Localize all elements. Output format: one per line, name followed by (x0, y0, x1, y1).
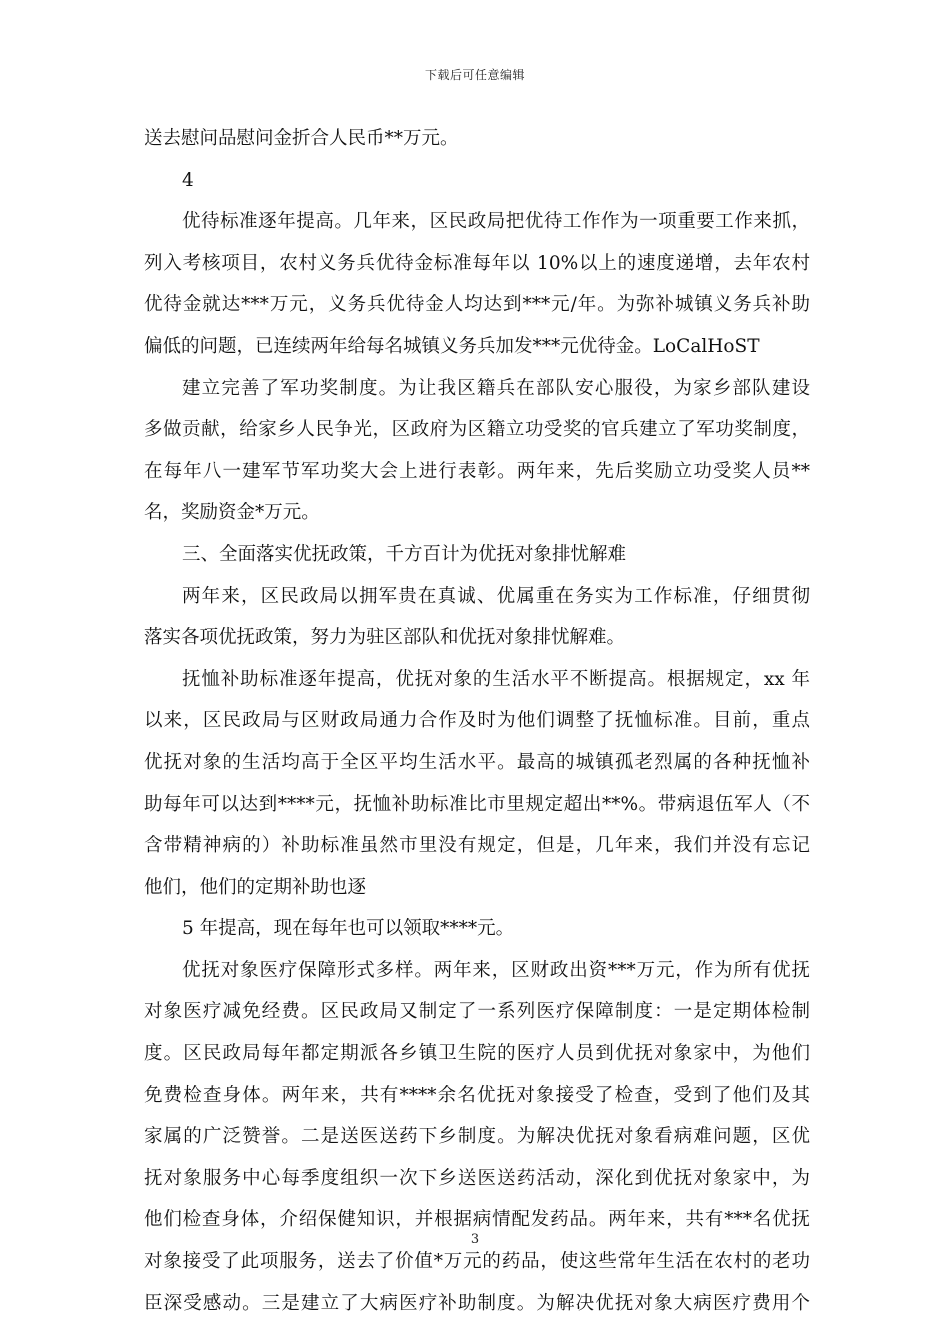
text-line: 抚对象服务中心每季度组织一次下乡送医送药活动，深化到优抚对象家中，为 (144, 1167, 810, 1189)
text-line: 他们检查身体，介绍保健知识，并根据病情配发药品。两年来，共有***名优抚 (144, 1209, 810, 1231)
text-line: 对象接受了此项服务，送去了价值*万元的药品，使这些常年生活在农村的老功 (144, 1251, 810, 1273)
document-body (144, 118, 810, 1324)
page-number: 3 (470, 1232, 480, 1247)
text-line: 免费检查身体。两年来，共有****余名优抚对象接受了检查，受到了他们及其 (144, 1084, 810, 1106)
text-line: 家属的广泛赞誉。二是送医送药下乡制度。为解决优抚对象看病难问题，区优 (144, 1126, 810, 1148)
text-line: 两年来，区民政局以拥军贵在真诚、优属重在务实为工作标准，仔细贯彻 (182, 585, 810, 607)
page-header: 下载后可任意编辑 (424, 68, 525, 82)
text-line: 偏低的问题，已连续两年给每名城镇义务兵加发***元优待金。LoCalHoST (144, 335, 760, 357)
text-line: 对象医疗减免经费。区民政局又制定了一系列医疗保障制度：一是定期体检制 (144, 1001, 810, 1023)
text-line: 优抚对象的生活均高于全区平均生活水平。最高的城镇孤老烈属的各种抚恤补 (144, 751, 810, 773)
text-line: 送去慰问品慰问金折合人民币**万元。 (144, 128, 459, 149)
text-line: 度。区民政局每年都定期派各乡镇卫生院的医疗人员到优抚对象家中，为他们 (144, 1043, 810, 1065)
text-line: 以来，区民政局与区财政局通力合作及时为他们调整了抚恤标准。目前，重点 (144, 710, 810, 732)
section-heading: 三、全面落实优抚政策，千方百计为优抚对象排忧解难 (182, 543, 627, 565)
text-line: 优待标准逐年提高。几年来，区民政局把优待工作作为一项重要工作来抓， (182, 211, 810, 233)
text-line: 优抚对象医疗保障形式多样。两年来，区财政出资***万元，作为所有优抚 (182, 959, 810, 981)
text-line: 名，奖励资金*万元。 (144, 502, 320, 524)
text-line: 他们，他们的定期补助也逐 (144, 876, 367, 898)
text-line: 优待金就达***万元，义务兵优待金人均达到***元/年。为弥补城镇义务兵补助 (144, 294, 810, 316)
text-line: 4 (182, 169, 194, 191)
text-line: 助每年可以达到****元，抚恤补助标准比市里规定超出**%。带病退伍军人（不 (144, 793, 810, 815)
text-line: 在每年八一建军节军功奖大会上进行表彰。两年来，先后奖励立功受奖人员** (144, 460, 810, 482)
text-line: 建立完善了军功奖制度。为让我区籍兵在部队安心服役，为家乡部队建设 (182, 377, 810, 399)
text-line: 多做贡献，给家乡人民争光，区政府为区籍立功受奖的官兵建立了军功奖制度， (144, 419, 810, 441)
text-line: 5 年提高，现在每年也可以领取****元。 (182, 918, 515, 940)
text-line: 列入考核项目，农村义务兵优待金标准每年以 10%以上的速度递增，去年农村 (144, 252, 810, 274)
text-line: 落实各项优抚政策，努力为驻区部队和优抚对象排忧解难。 (144, 627, 626, 649)
text-line: 臣深受感动。三是建立了大病医疗补助制度。为解决优抚对象大病医疗费用个 (144, 1292, 810, 1314)
text-line: 含带精神病的）补助标准虽然市里没有规定，但是，几年来，我们并没有忘记 (144, 835, 810, 857)
text-line: 抚恤补助标准逐年提高，优抚对象的生活水平不断提高。根据规定，xx 年 (182, 668, 810, 690)
